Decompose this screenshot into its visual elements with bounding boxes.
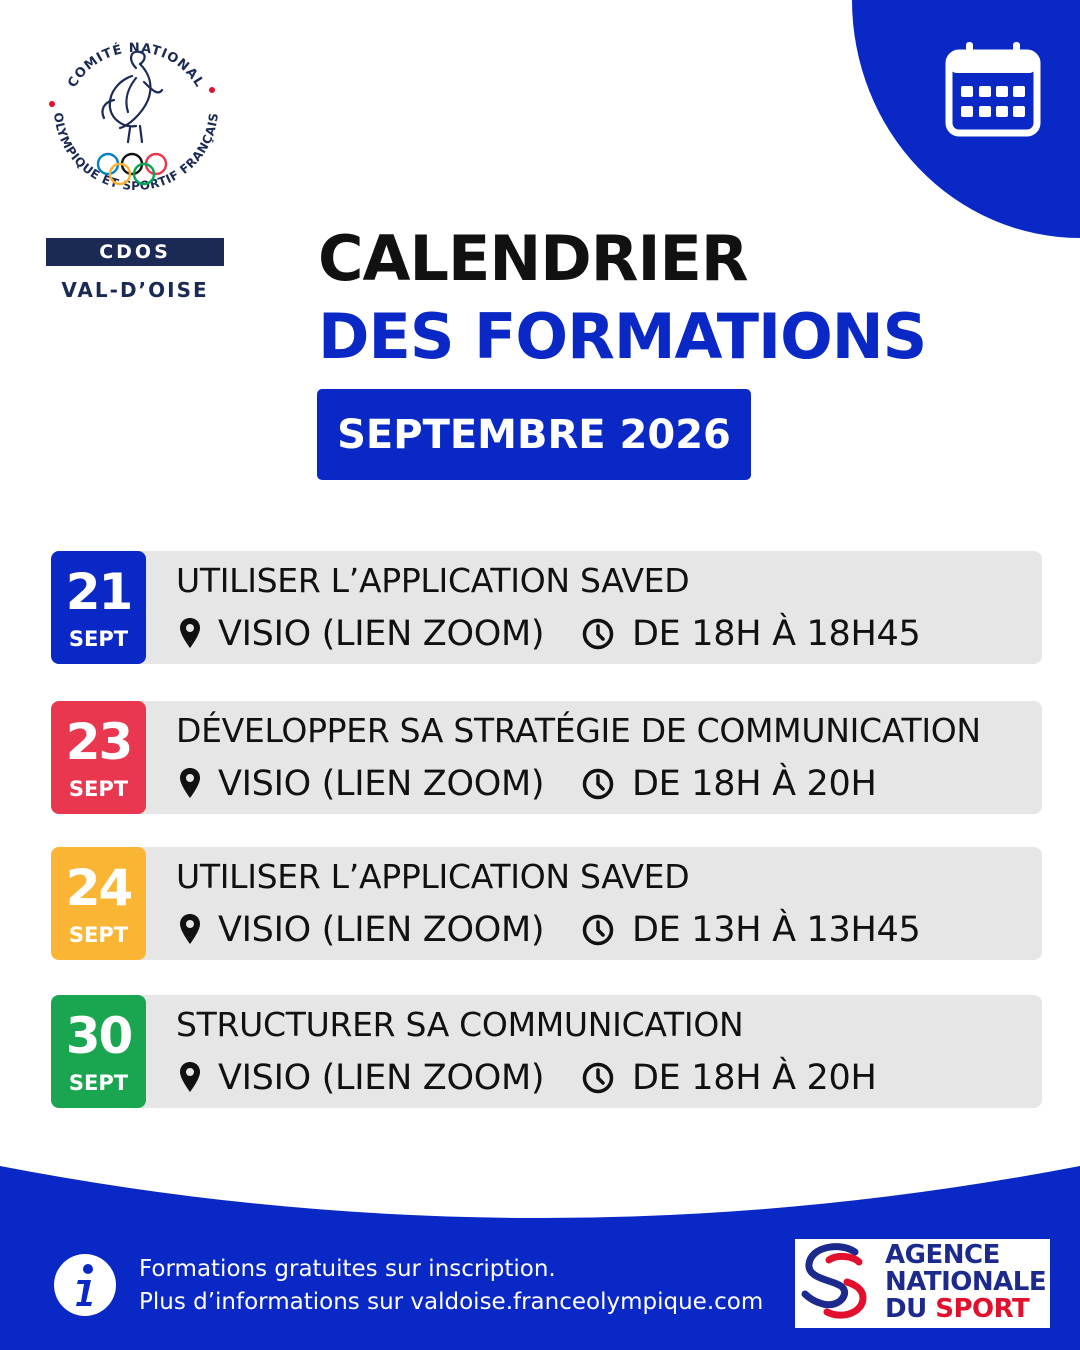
ans-line-3: [885, 1296, 1046, 1323]
location-pin-icon: [179, 617, 201, 649]
ans-mark-icon: [797, 1242, 871, 1326]
event-time: DE 18H À 20H: [632, 764, 877, 804]
event-location: VISIO (LIEN ZOOM): [218, 614, 545, 654]
location-pin-icon: [179, 1061, 201, 1093]
footer-note: [139, 1253, 763, 1319]
event-location: VISIO (LIEN ZOOM): [218, 764, 545, 804]
month-badge: SEPTEMBRE 2026: [317, 389, 751, 480]
event-day: 24: [65, 859, 132, 917]
logo-cdos-badge: CDOS: [46, 238, 224, 266]
logo-region: VAL-D’OISE: [61, 278, 209, 302]
event-time: DE 13H À 13H45: [632, 910, 921, 950]
event-month: SEPT: [68, 777, 129, 801]
event-title: STRUCTURER SA COMMUNICATION: [176, 1005, 744, 1044]
footer-line-2: Plus d’informations sur valdoise.franceolympique.com: [139, 1289, 764, 1315]
event-time: DE 18H À 20H: [632, 1058, 877, 1098]
ans-wordmark: [885, 1242, 1046, 1323]
page-title-line2: DES FORMATIONS: [318, 300, 927, 373]
ans-line-3a: DU: [885, 1294, 936, 1324]
info-icon: [54, 1254, 116, 1316]
ans-line-2: NATIONALE: [885, 1267, 1047, 1297]
event-title: UTILISER L’APPLICATION SAVED: [176, 857, 690, 896]
event-date-box: [51, 847, 146, 960]
clock-icon: [582, 618, 614, 650]
clock-icon: [582, 768, 614, 800]
cnosf-emblem: [44, 30, 228, 230]
event-date-box: [51, 701, 146, 814]
ans-line-1: AGENCE: [885, 1240, 1000, 1270]
event-month: SEPT: [68, 627, 129, 651]
event-month: SEPT: [68, 923, 129, 947]
page-title-line1: CALENDRIER: [318, 222, 748, 295]
event-card: [51, 995, 1042, 1108]
event-title: DÉVELOPPER SA STRATÉGIE DE COMMUNICATION: [176, 711, 981, 750]
event-location: VISIO (LIEN ZOOM): [218, 910, 545, 950]
event-location: VISIO (LIEN ZOOM): [218, 1058, 545, 1098]
clock-icon: [582, 1062, 614, 1094]
event-title: UTILISER L’APPLICATION SAVED: [176, 561, 690, 600]
event-date-box: [51, 995, 146, 1108]
cdos-logo: [44, 30, 228, 302]
event-month: SEPT: [68, 1071, 129, 1095]
ans-logo: [795, 1239, 1050, 1328]
event-day: 21: [65, 563, 132, 621]
svg-text:COMITÉ NATIONAL: [65, 41, 207, 91]
event-time: DE 18H À 18H45: [632, 614, 921, 654]
location-pin-icon: [179, 913, 201, 945]
logo-arc-top: COMITÉ NATIONAL: [65, 40, 207, 91]
clock-icon: [582, 914, 614, 946]
footer-line-1: Formations gratuites sur inscription.: [139, 1256, 556, 1282]
logo-arc-bottom: OLYMPIQUE ET SPORTIF FRANÇAIS: [51, 111, 221, 194]
event-date-box: [51, 551, 146, 664]
ans-line-3b: SPORT: [935, 1294, 1030, 1324]
event-day: 30: [65, 1007, 132, 1065]
event-card: [51, 847, 1042, 960]
event-card: [51, 701, 1042, 814]
location-pin-icon: [179, 767, 201, 799]
rooster-icon: [102, 52, 162, 142]
event-card: [51, 551, 1042, 664]
event-day: 23: [65, 713, 132, 771]
calendar-icon: [944, 40, 1042, 138]
